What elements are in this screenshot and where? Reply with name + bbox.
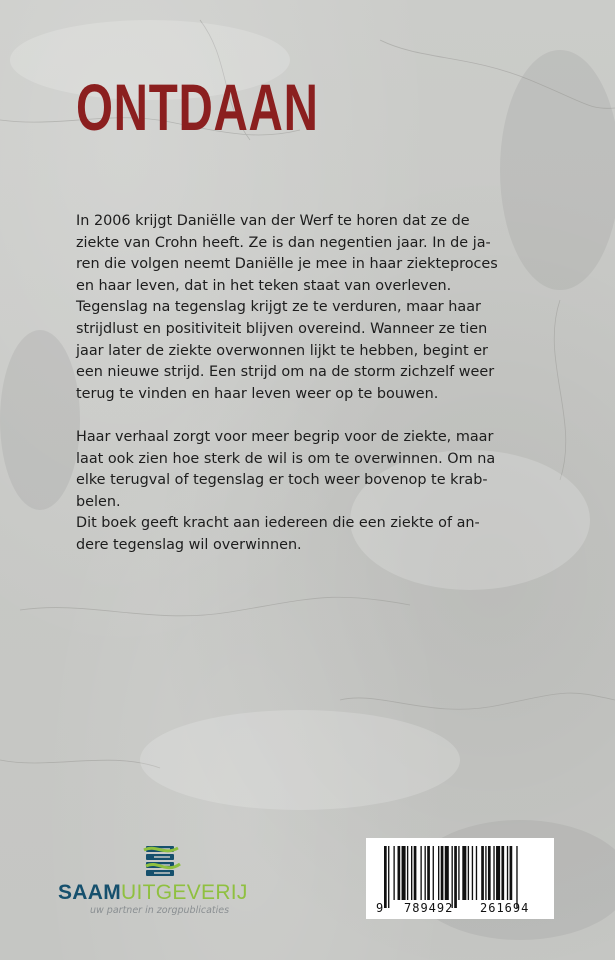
publisher-tagline: uw partner in zorgpublicaties (90, 905, 230, 916)
barcode-bar (433, 846, 434, 900)
barcode-right-group: 261694 (480, 901, 530, 915)
barcode-bar (454, 846, 457, 908)
text-line: dere tegenslag wil overwinnen. (76, 536, 302, 553)
barcode-bar (516, 846, 517, 908)
barcode-bar (414, 846, 417, 900)
barcode-bar (411, 846, 412, 900)
barcode-bar (407, 846, 408, 900)
barcode-bar (393, 846, 394, 900)
book-title: ONTDAAN (76, 70, 319, 144)
text-line: belen. (76, 493, 121, 510)
text-line: ren die volgen neemt Daniëlle je mee in haar ziekteproces (76, 256, 498, 273)
barcode-bar (425, 846, 426, 900)
book-stack-icon (142, 844, 182, 878)
text-line: Tegenslag na tegenslag krijgt ze te verduren, maar haar (76, 299, 481, 316)
publisher-name-part1: SAAM (58, 881, 122, 904)
barcode-bar (445, 846, 449, 900)
barcode-bar (438, 846, 439, 900)
barcode-bar (458, 846, 459, 900)
text-line: Dit boek geeft kracht aan iedereen die een ziekte of an- (76, 515, 480, 532)
barcode-bar (468, 846, 469, 900)
paragraph-spacer (76, 405, 540, 427)
barcode-bar (485, 846, 486, 900)
text-line: terug te vinden en haar leven weer op te bouwen. (76, 385, 439, 402)
barcode-bar (476, 846, 477, 900)
barcode-bar (488, 846, 491, 900)
isbn-barcode (366, 838, 554, 919)
barcode-bar (398, 846, 401, 900)
barcode-bar (481, 846, 484, 900)
barcode-bar (441, 846, 444, 900)
barcode-bar (452, 846, 453, 908)
publisher-name (58, 881, 248, 905)
barcode-bar (462, 846, 466, 900)
barcode-bar (510, 846, 513, 900)
barcode-bar (388, 846, 389, 908)
barcode-digits (376, 900, 554, 916)
barcode-bar (427, 846, 430, 900)
text-line: een nieuwe strijd. Een strijd om na de storm zichzelf weer (76, 364, 495, 381)
barcode-bar (472, 846, 473, 900)
barcode-bar (402, 846, 406, 900)
text-line: laat ook zien hoe sterk de wil is om te overwinnen. Om na (76, 450, 496, 467)
text-line: In 2006 krijgt Daniëlle van der Werf te horen dat ze de (76, 213, 470, 229)
barcode-bar (496, 846, 500, 900)
barcode-bars (384, 846, 554, 908)
blurb-paragraph-1 (76, 211, 540, 405)
text-line: ziekte van Crohn heeft. Ze is dan negentien jaar. In de ja- (76, 234, 491, 251)
publisher-logo (54, 844, 274, 924)
barcode-bar (507, 846, 508, 900)
text-line: elke terugval of tegenslag er toch weer bovenop te krab- (76, 472, 488, 489)
text-line: strijdlust en positiviteit blijven overeind. Wanneer ze tien (76, 320, 488, 337)
barcode-bar (384, 846, 387, 908)
text-line: jaar later de ziekte overwonnen lijkt te hebben, begint er (76, 342, 488, 359)
barcode-first-digit: 9 (376, 901, 384, 915)
text-line: Haar verhaal zorgt voor meer begrip voor de ziekte, maar (76, 428, 494, 445)
barcode-bar (501, 846, 504, 900)
barcode-left-group: 789492 (404, 901, 454, 915)
blurb-paragraph-2 (76, 427, 540, 557)
text-line: en haar leven, dat in het teken staat van overleven. (76, 277, 452, 294)
barcode-bar (493, 846, 494, 900)
publisher-name-part2: UITGEVERIJ (121, 881, 248, 904)
barcode-bar (420, 846, 421, 900)
back-cover-blurb (76, 211, 540, 557)
